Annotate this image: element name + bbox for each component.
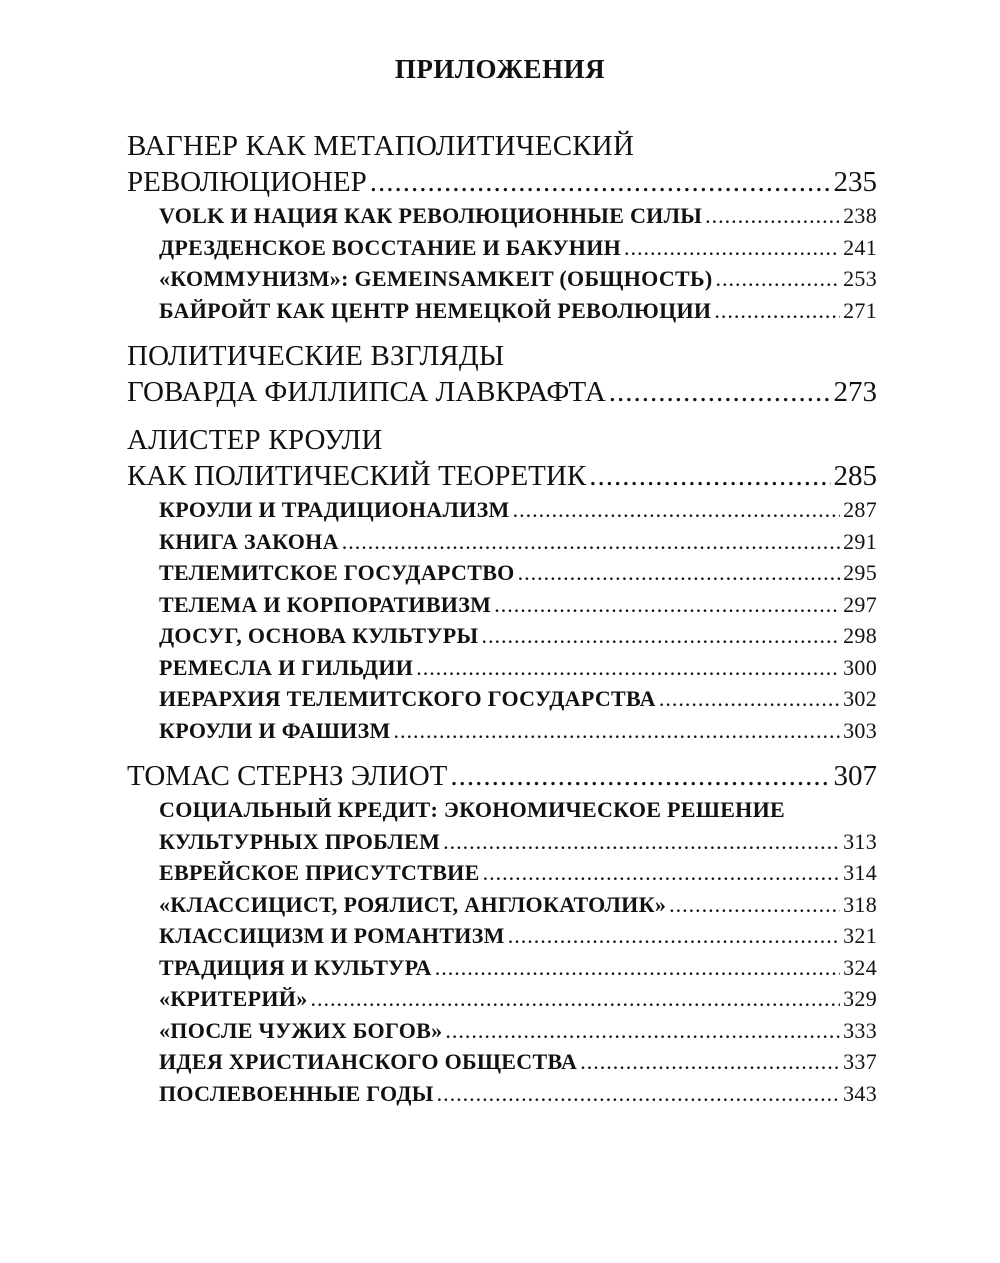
- toc-item[interactable]: [159, 526, 877, 558]
- toc-item[interactable]: [159, 200, 877, 232]
- toc-item-line: СОЦИАЛЬНЫЙ КРЕДИТ: ЭКОНОМИЧЕСКОЕ РЕШЕНИЕ: [159, 797, 785, 822]
- toc-item-page: 295: [843, 560, 877, 585]
- toc-item-label: «КЛАССИЦИСТ, РОЯЛИСТ, АНГЛОКАТОЛИК»: [159, 891, 667, 917]
- toc-item-label: ДОСУГ, ОСНОВА КУЛЬТУРЫ: [159, 623, 479, 648]
- toc-item-label: VOLK И НАЦИЯ КАК РЕВОЛЮЦИОННЫЕ СИЛЫ: [159, 203, 703, 228]
- dot-leader: [715, 263, 840, 295]
- toc-section-wagner: [127, 128, 877, 326]
- toc-item-page: 318: [843, 891, 877, 917]
- dot-leader: [483, 857, 841, 889]
- toc-section-lovecraft: [127, 338, 877, 410]
- toc-item[interactable]: [159, 589, 877, 621]
- toc-item[interactable]: [159, 826, 877, 858]
- toc-heading-line: ПОЛИТИЧЕСКИЕ ВЗГЛЯДЫ: [127, 340, 505, 372]
- toc-item-page: 291: [843, 528, 877, 554]
- toc-item-label: ТРАДИЦИЯ И КУЛЬТУРА: [159, 954, 432, 980]
- toc-item[interactable]: [159, 1015, 877, 1047]
- toc-item[interactable]: [159, 263, 877, 295]
- toc-heading-line: АЛИСТЕР КРОУЛИ: [127, 424, 383, 456]
- toc-page-number: 273: [833, 376, 877, 408]
- toc-item[interactable]: [159, 1046, 877, 1078]
- toc-heading-entry[interactable]: [127, 374, 877, 410]
- toc-page-number: 235: [833, 166, 877, 198]
- toc-item[interactable]: [159, 557, 877, 589]
- toc-item-page: 324: [843, 954, 877, 980]
- dot-leader: [394, 715, 841, 747]
- toc-item[interactable]: [159, 652, 877, 684]
- toc-heading-label: ТОМАС СТЕРНЗ ЭЛИОТ: [127, 760, 448, 792]
- toc-item-page: 313: [843, 828, 877, 854]
- toc-heading-label: ГОВАРДА ФИЛЛИПСА ЛАВКРАФТА: [127, 376, 606, 408]
- toc-heading-entry[interactable]: [127, 758, 877, 794]
- toc-item-label: КРОУЛИ И ФАШИЗМ: [159, 717, 391, 743]
- toc-item[interactable]: [159, 295, 877, 327]
- toc-item-label: ИЕРАРХИЯ ТЕЛЕМИТСКОГО ГОСУДАРСТВА: [159, 686, 656, 711]
- dot-leader: [669, 889, 840, 921]
- toc-item-label: ТЕЛЕМИТСКОЕ ГОСУДАРСТВО: [159, 560, 515, 585]
- toc-item-page: 333: [843, 1017, 877, 1043]
- toc-item[interactable]: [159, 620, 877, 652]
- toc-item-label: «КОММУНИЗМ»: GEMEINSAMKEIT (ОБЩНОСТЬ): [159, 266, 713, 291]
- toc-item[interactable]: [159, 683, 877, 715]
- toc-heading-line: ВАГНЕР КАК МЕТАПОЛИТИЧЕСКИЙ: [127, 130, 635, 162]
- toc-item[interactable]: [159, 952, 877, 984]
- toc-item-page: 238: [843, 203, 877, 228]
- toc-heading-label: КАК ПОЛИТИЧЕСКИЙ ТЕОРЕТИК: [127, 460, 587, 492]
- toc-item[interactable]: [159, 715, 877, 747]
- dot-leader: [481, 620, 840, 652]
- toc-item-label: КНИГА ЗАКОНА: [159, 528, 339, 554]
- toc-item[interactable]: [159, 1078, 877, 1110]
- toc-item-label: ТЕЛЕМА И КОРПОРАТИВИЗМ: [159, 591, 492, 617]
- toc-item-label: КУЛЬТУРНЫХ ПРОБЛЕМ: [159, 828, 441, 854]
- toc-item[interactable]: [159, 983, 877, 1015]
- table-of-contents: [127, 128, 877, 1121]
- toc-item-label: «КРИТЕРИЙ»: [159, 986, 308, 1011]
- toc-item-label: ДРЕЗДЕНСКОЕ ВОССТАНИЕ И БАКУНИН: [159, 234, 622, 260]
- toc-item-label: РЕМЕСЛА И ГИЛЬДИИ: [159, 654, 414, 680]
- dot-leader: [311, 983, 841, 1015]
- dot-leader: [714, 295, 840, 327]
- toc-item-page: 297: [843, 591, 877, 617]
- toc-page-number: 285: [833, 460, 877, 492]
- toc-item-page: 302: [843, 686, 877, 711]
- toc-item-label: ПОСЛЕВОЕННЫЕ ГОДЫ: [159, 1080, 434, 1106]
- toc-item-page: 303: [843, 717, 877, 743]
- toc-heading-label: РЕВОЛЮЦИОНЕР: [127, 166, 367, 198]
- dot-leader: [513, 494, 841, 526]
- toc-section-eliot: [127, 758, 877, 1109]
- dot-leader: [370, 164, 831, 200]
- toc-item-page: 287: [843, 497, 877, 522]
- toc-item-page: 253: [843, 266, 877, 291]
- dot-leader: [580, 1046, 840, 1078]
- toc-item-page: 271: [843, 297, 877, 323]
- dot-leader: [518, 557, 841, 589]
- toc-item[interactable]: [159, 494, 877, 526]
- dot-leader: [450, 758, 830, 794]
- dot-leader: [624, 232, 840, 264]
- dot-leader: [589, 458, 830, 494]
- page-title: ПРИЛОЖЕНИЯ: [394, 54, 606, 84]
- toc-item-page: 300: [843, 654, 877, 680]
- dot-leader: [508, 920, 840, 952]
- toc-item-page: 314: [843, 860, 877, 885]
- toc-item-label: ЕВРЕЙСКОЕ ПРИСУТСТВИЕ: [159, 860, 480, 885]
- toc-item-label: БАЙРОЙТ КАК ЦЕНТР НЕМЕЦКОЙ РЕВОЛЮЦИИ: [159, 297, 712, 323]
- toc-item-page: 343: [843, 1080, 877, 1106]
- dot-leader: [659, 683, 840, 715]
- toc-heading-entry[interactable]: [127, 164, 877, 200]
- toc-item[interactable]: [159, 232, 877, 264]
- dot-leader: [705, 200, 840, 232]
- toc-item-label: КРОУЛИ И ТРАДИЦИОНАЛИЗМ: [159, 497, 510, 522]
- dot-leader: [435, 952, 840, 984]
- toc-item-label: ИДЕЯ ХРИСТИАНСКОГО ОБЩЕСТВА: [159, 1049, 578, 1074]
- toc-section-crowley: [127, 422, 877, 746]
- toc-item-label: КЛАССИЦИЗМ И РОМАНТИЗМ: [159, 923, 505, 948]
- toc-item[interactable]: [159, 889, 877, 921]
- toc-page-number: 307: [833, 760, 877, 792]
- toc-heading-entry[interactable]: [127, 458, 877, 494]
- dot-leader: [416, 652, 840, 684]
- dot-leader: [494, 589, 840, 621]
- toc-item[interactable]: [159, 857, 877, 889]
- dot-leader: [437, 1078, 840, 1110]
- dot-leader: [443, 826, 840, 858]
- toc-item-page: 241: [843, 234, 877, 260]
- toc-item[interactable]: [159, 920, 877, 952]
- toc-item-label: «ПОСЛЕ ЧУЖИХ БОГОВ»: [159, 1017, 443, 1043]
- toc-item-page: 321: [843, 923, 877, 948]
- toc-item-page: 329: [843, 986, 877, 1011]
- dot-leader: [445, 1015, 840, 1047]
- dot-leader: [609, 374, 831, 410]
- toc-item-page: 337: [843, 1049, 877, 1074]
- toc-item-page: 298: [843, 623, 877, 648]
- dot-leader: [342, 526, 840, 558]
